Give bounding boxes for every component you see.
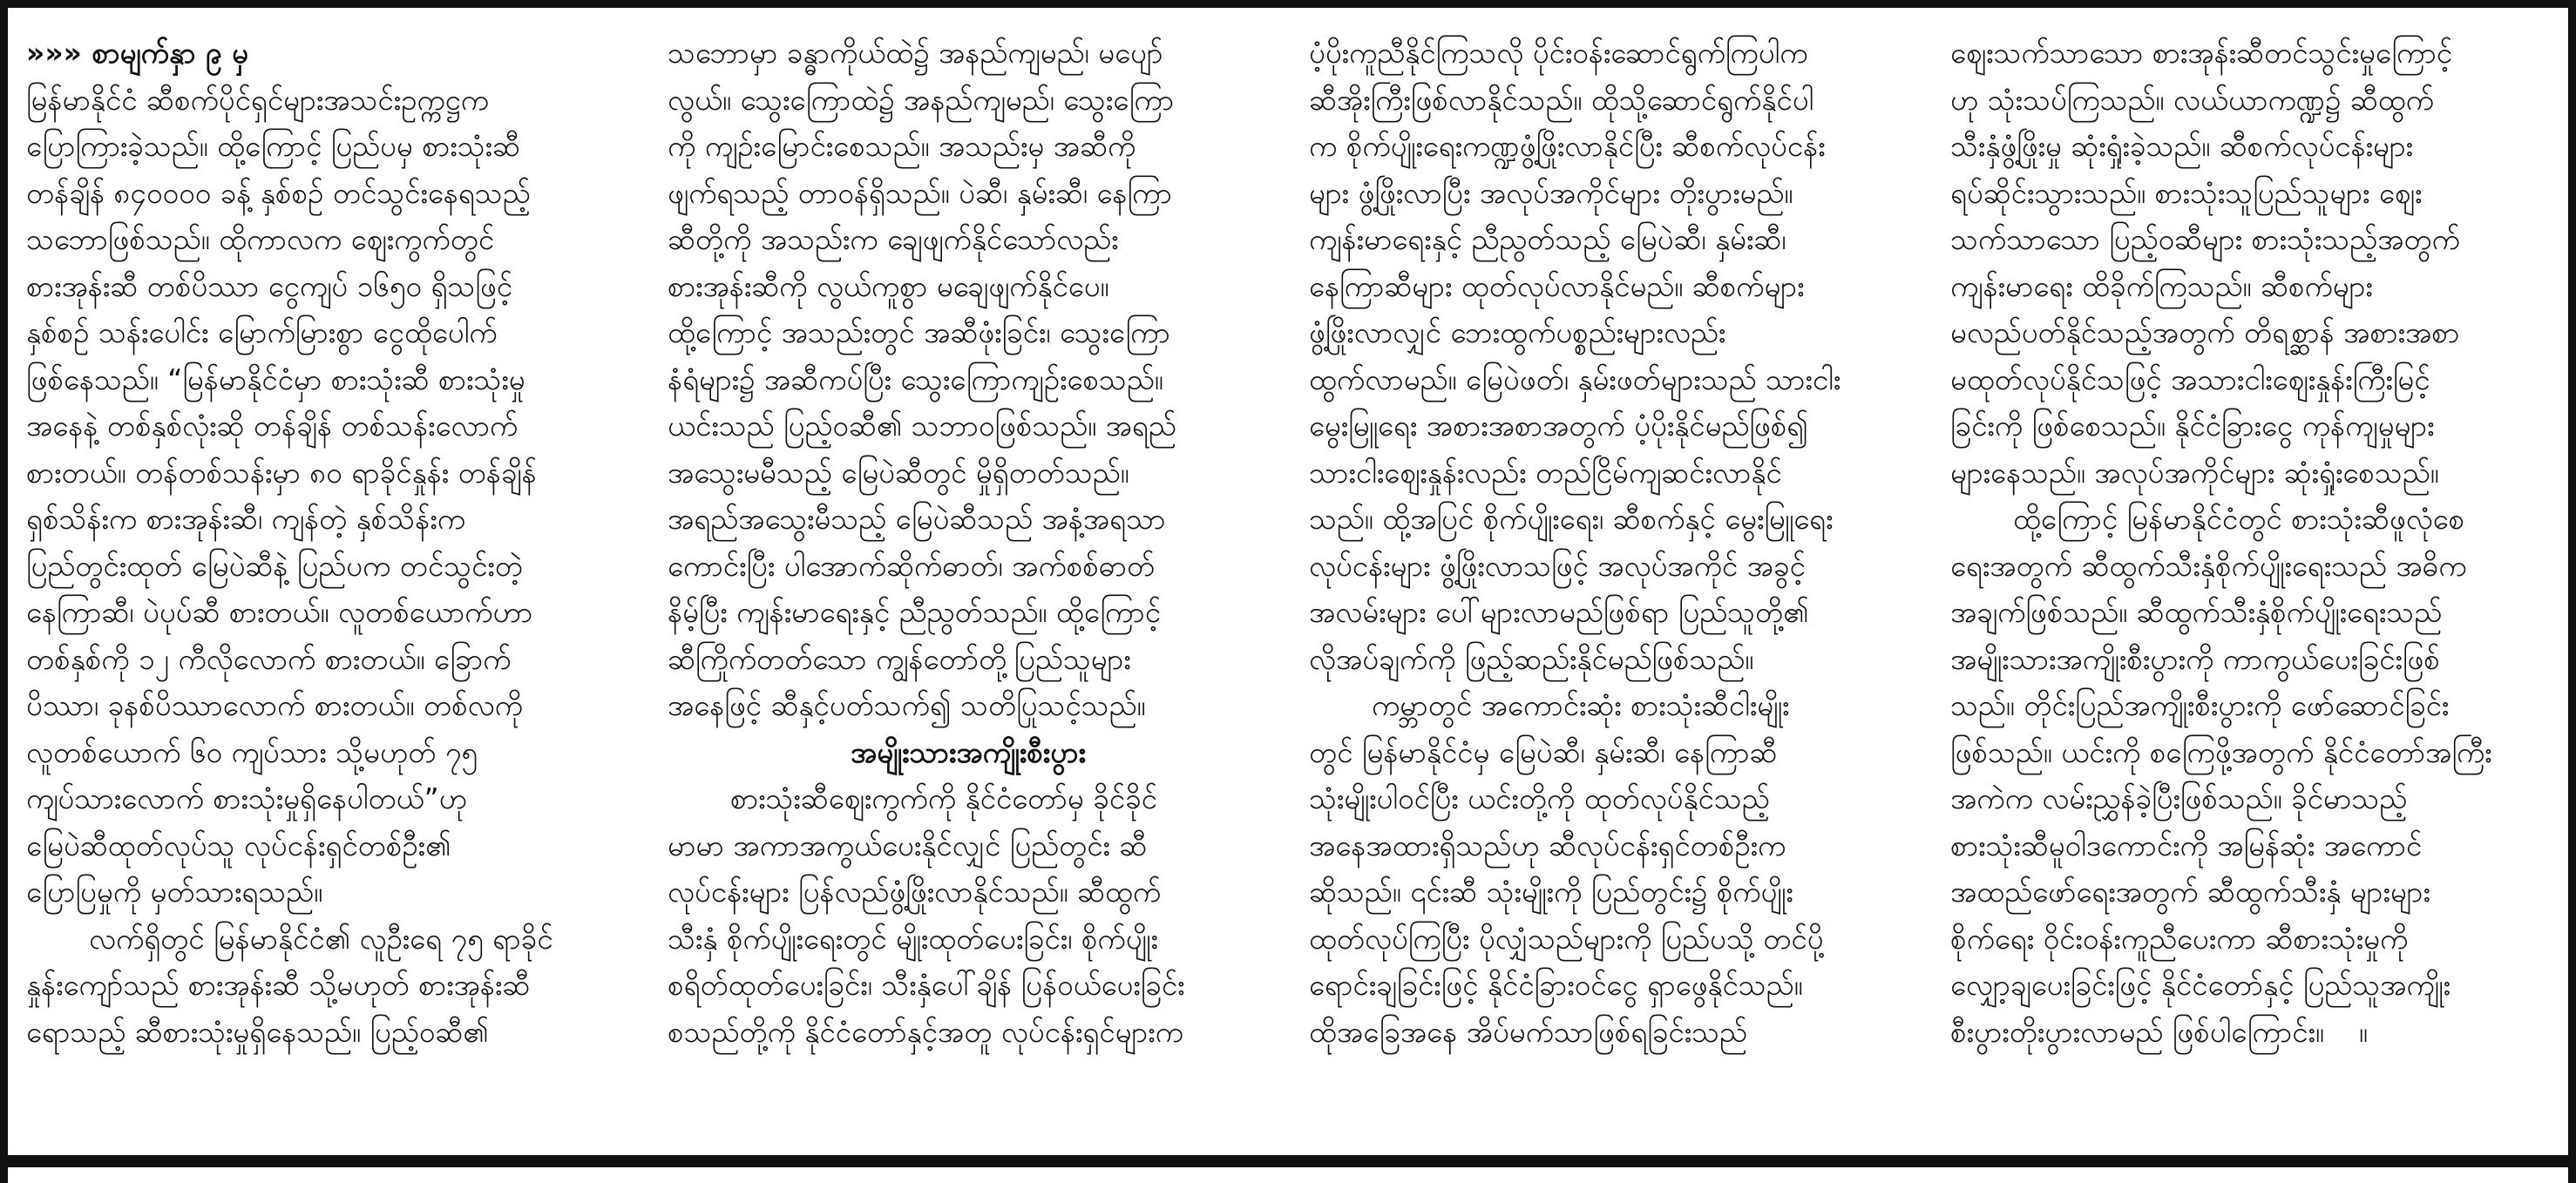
line-text: အနေဖြင့် ဆီနှင့်ပတ်သက်၍ သတိပြုသင့်သည်။ xyxy=(668,688,1146,722)
column-1 xyxy=(26,30,627,1149)
article-line xyxy=(26,1009,627,1056)
article-line xyxy=(26,822,627,869)
line-text: အနေအထားရှိသည်ဟု ဆီလုပ်ငန်းရှင်တစ်ဦးက xyxy=(1309,828,1786,862)
article-line xyxy=(1950,216,2552,263)
article-line xyxy=(26,170,627,217)
article-line xyxy=(668,216,1269,263)
line-text: စားအုန်းဆီကို လွယ်ကူစွာ မချေဖျက်နိုင်ပေ။ xyxy=(668,268,1109,303)
article-line xyxy=(1309,496,1910,543)
article-line xyxy=(1309,216,1910,263)
article-line xyxy=(1309,822,1910,869)
article-line xyxy=(1950,309,2552,356)
line-text: ဖြစ်နေသည်။ “မြန်မာနိုင်ငံမှာ စားသုံးဆီ စားသုံးမှု xyxy=(26,362,525,396)
article-line xyxy=(668,543,1269,590)
article-line xyxy=(1950,450,2552,497)
line-text: ထုတ်လုပ်ကြပြီး ပိုလျှံသည်များကို ပြည်ပသို့ တင်ပို့ xyxy=(1309,921,1824,956)
line-text: အသွေးမမီသည့် မြေပဲဆီတွင် မှိုရှိတတ်သည်။ xyxy=(668,455,1129,490)
line-text: မာမာ အကာအကွယ်ပေးနိုင်လျှင် ပြည်တွင်း ဆီ xyxy=(668,828,1148,862)
line-text: ဟု သုံးသပ်ကြသည်။ လယ်ယာကဏ္ဍ၌ ဆီထွက် xyxy=(1950,82,2434,117)
article-line xyxy=(668,589,1269,636)
line-text: နံရံများ၌ အဆီကပ်ပြီး သွေးကြောကျဉ်းစေသည်။ xyxy=(668,362,1163,396)
article-line xyxy=(668,962,1269,1009)
article-line xyxy=(668,682,1269,729)
line-text: လွယ်။ သွေးကြောထဲ၌ အနည်ကျမည်၊ သွေးကြော xyxy=(668,82,1175,117)
article-line xyxy=(26,402,627,450)
line-text: တန်ချိန် ၈၄၀၀၀၀ ခန့် နှစ်စဉ် တင်သွင်းနေရသည့် xyxy=(26,175,531,210)
line-text: ရောင်းချခြင်းဖြင့် နိုင်ငံခြားဝင်ငွေ ရှာဖွေနိုင်သည်။ xyxy=(1309,968,1803,1002)
article-line xyxy=(1309,77,1910,124)
line-text: သဘောမှာ ခန္ဓာကိုယ်ထဲ၌ အနည်ကျမည်၊ မပျော် xyxy=(668,36,1163,70)
line-text: အလမ်းများ ပေါ်များလာမည်ဖြစ်ရာ ပြည်သူတို့၏ xyxy=(1309,595,1809,629)
line-text: လူတစ်ယောက် ၆၀ ကျပ်သား သို့မဟုတ် ၇၅ xyxy=(26,734,478,769)
article-line xyxy=(668,356,1269,403)
line-text: ရှစ်သိန်းက စားအုန်းဆီ၊ ကျန်တဲ့ နှစ်သိန်းက xyxy=(26,502,466,536)
article-line xyxy=(1950,916,2552,963)
line-text: အထည်ဖော်ရေးအတွက် ဆီထွက်သီးနှံ များများ xyxy=(1950,875,2430,909)
line-text: ကျန်းမာရေး ထိခိုက်ကြသည်။ ဆီစက်များ xyxy=(1950,268,2373,303)
article-line xyxy=(668,263,1269,310)
article-line xyxy=(26,543,627,590)
article-line xyxy=(1950,729,2552,776)
line-text: နေကြာဆီများ ထုတ်လုပ်လာနိုင်မည်။ ဆီစက်များ xyxy=(1309,268,1805,303)
article-line xyxy=(1950,170,2552,217)
line-text: အမျိုးသားအကျိုးစီးပွားကို ကာကွယ်ပေးခြင်းဖြစ် xyxy=(1950,641,2440,676)
article-line xyxy=(1950,589,2552,636)
line-text: များ ဖွံ့ဖြိုးလာပြီး အလုပ်အကိုင်များ တိုးပွားမည်။ xyxy=(1309,175,1793,210)
article-line xyxy=(26,775,627,822)
article-line xyxy=(26,309,627,356)
line-text: စရိတ်ထုတ်ပေးခြင်း၊ သီးနှံပေါ်ချိန် ပြန်ဝယ်ပေးခြင်း xyxy=(668,968,1185,1002)
line-text: သည်။ ထို့အပြင် စိုက်ပျိုးရေး၊ ဆီစက်နှင့် မွေးမြူရေး xyxy=(1309,502,1834,536)
article-line xyxy=(668,450,1269,497)
article-line xyxy=(668,170,1269,217)
article-line xyxy=(1309,402,1910,450)
article-columns xyxy=(26,30,2553,1149)
article-line xyxy=(1950,356,2552,403)
article-line xyxy=(1309,589,1910,636)
column-2 xyxy=(668,30,1269,1149)
article-line xyxy=(668,402,1269,450)
article-line xyxy=(26,77,627,124)
line-text: ယင်းသည် ပြည့်ဝဆီ၏ သဘာဝဖြစ်သည်။ အရည် xyxy=(668,409,1176,443)
line-text: များနေသည်။ အလုပ်အကိုင်များ ဆုံးရှုံးစေသည်။ xyxy=(1950,455,2439,490)
article-line xyxy=(668,775,1269,822)
line-text: မြေပဲဆီထုတ်လုပ်သူ လုပ်ငန်းရှင်တစ်ဦး၏ xyxy=(26,828,451,862)
line-text: ဖြစ်သည်။ ယင်းကို စကြေဖို့အတွက် နိုင်ငံတော်အကြီး xyxy=(1950,734,2492,769)
line-text: စားအုန်းဆီ တစ်ပိဿာ ငွေကျပ် ၁၆၅၀ ရှိသဖြင့် xyxy=(26,268,513,303)
line-text: ကောင်းပြီး ပါအောက်ဆိုက်ဓာတ်၊ အက်စစ်ဓာတ် xyxy=(668,548,1156,583)
line-text: မြန်မာနိုင်ငံ ဆီစက်ပိုင်ရှင်များအသင်းဥက္ကဋ္ဌက xyxy=(26,82,489,117)
line-text: »»» စာမျက်နှာ ၉ မှ xyxy=(26,36,248,70)
article-line xyxy=(1309,775,1910,822)
line-text: ကျန်းမာရေးနှင့် ညီညွတ်သည့် မြေပဲဆီ၊ နှမ်းဆီ၊ xyxy=(1309,222,1786,256)
line-text: သက်သာသော ပြည့်ဝဆီများ စားသုံးသည့်အတွက် xyxy=(1950,222,2460,256)
line-text: လက်ရှိတွင် မြန်မာနိုင်ငံ၏ လူဦးရေ ၇၅ ရာခိုင် xyxy=(89,921,553,956)
line-text: ကမ္ဘာတွင် အကောင်းဆုံး စားသုံးဆီငါးမျိုး xyxy=(1372,688,1790,722)
article-line xyxy=(668,77,1269,124)
line-text: နှုန်းကျော်သည် စားအုန်းဆီ သို့မဟုတ် စားအုန်းဆီ xyxy=(26,968,531,1002)
article-line xyxy=(668,916,1269,963)
line-text: တစ်နှစ်ကို ၁၂ ကီလိုလောက် စားတယ်။ ခြောက် xyxy=(26,641,512,676)
article-line xyxy=(668,123,1269,170)
line-text: ပြောပြမှုကို မှတ်သားရသည်။ xyxy=(26,875,323,909)
section-heading xyxy=(668,729,1269,776)
article-line xyxy=(1950,962,2552,1009)
line-text: ဖွံ့ဖြိုးလာလျှင် ဘေးထွက်ပစ္စည်းများလည်း xyxy=(1309,315,1726,349)
line-text: နှစ်စဉ် သန်းပေါင်း မြောက်မြားစွာ ငွေထိုပေါက် xyxy=(26,315,498,349)
line-text: ရပ်ဆိုင်းသွားသည်။ စားသုံးသူပြည်သူများ ဈေး xyxy=(1950,175,2423,210)
line-text: ဆီအိုးကြီးဖြစ်လာနိုင်သည်။ ထိုသို့ဆောင်ရွက်နိုင်ပါ xyxy=(1309,82,1814,117)
line-text: စီးပွားတိုးပွားလာမည် ဖြစ်ပါကြောင်း။ xyxy=(1950,1014,2324,1049)
line-text: စားသုံးဆီဈေးကွက်ကို နိုင်ငံတော်မှ ခိုင်ခိုင် xyxy=(730,781,1157,815)
bottom-rule xyxy=(0,1155,2576,1167)
article-line xyxy=(1309,309,1910,356)
article-line xyxy=(1950,263,2552,310)
article-line xyxy=(1309,543,1910,590)
line-text: ရောသည့် ဆီစားသုံးမှုရှိနေသည်။ ပြည့်ဝဆီ၏ xyxy=(26,1014,489,1049)
line-text: ထိုအခြေအနေ အိပ်မက်သာဖြစ်ရခြင်းသည် xyxy=(1309,1014,1747,1049)
line-text: စားသုံးဆီမူဝါဒကောင်းကို အမြန်ဆုံး အကောင် xyxy=(1950,828,2423,862)
line-text: ရေးအတွက် ဆီထွက်သီးနှံစိုက်ပျိုးရေးသည် အဓိက xyxy=(1950,548,2467,583)
article-line xyxy=(1950,636,2552,683)
column-3 xyxy=(1309,30,1910,1149)
article-line xyxy=(1309,962,1910,1009)
line-text: နိမ့်ပြီး ကျန်းမာရေးနှင့် ညီညွတ်သည်။ ထို့ကြောင့် xyxy=(668,595,1162,629)
article-line xyxy=(1950,775,2552,822)
article-line xyxy=(26,216,627,263)
article-line xyxy=(668,309,1269,356)
line-text: လုပ်ငန်းများ ဖွံ့ဖြိုးလာသဖြင့် အလုပ်အကိုင် အခွင့် xyxy=(1309,548,1806,583)
article-line xyxy=(668,30,1269,77)
article-line xyxy=(668,496,1269,543)
article-line xyxy=(1950,822,2552,869)
line-text: ကျပ်သားလောက် စားသုံးမှုရှိနေပါတယ်”ဟု xyxy=(26,781,468,815)
line-text: က စိုက်ပျိုးရေးကဏ္ဍဖွံ့ဖြိုးလာနိုင်ပြီး ဆီစက်လုပ်ငန်း xyxy=(1309,129,1826,163)
article-line xyxy=(1950,402,2552,450)
article-line xyxy=(26,123,627,170)
line-text: မထုတ်လုပ်နိုင်သဖြင့် အသားငါးဈေးနှုန်းကြီးမြင့် xyxy=(1950,362,2430,396)
article-line xyxy=(1309,636,1910,683)
line-text: အချက်ဖြစ်သည်။ ဆီထွက်သီးနှံစိုက်ပျိုးရေးသည် xyxy=(1950,595,2443,629)
article-line xyxy=(1309,729,1910,776)
article-line xyxy=(1309,869,1910,916)
article-line xyxy=(1950,1009,2552,1056)
article-line xyxy=(26,496,627,543)
line-text: မလည်ပတ်နိုင်သည့်အတွက် တိရစ္ဆာန် အစားအစာ xyxy=(1950,315,2460,349)
article-line xyxy=(26,636,627,683)
article-line xyxy=(1309,356,1910,403)
article-line xyxy=(1309,682,1910,729)
line-text: အရည်အသွေးမီသည့် မြေပဲဆီသည် အနံ့အရသာ xyxy=(668,502,1166,536)
line-text: လျှော့ချပေးခြင်းဖြင့် နိုင်ငံတော်နှင့် ပြည်သူအကျိုး xyxy=(1950,968,2451,1002)
article-line xyxy=(26,962,627,1009)
article-line xyxy=(668,869,1269,916)
line-text: သီးနှံ စိုက်ပျိုးရေးတွင် မျိုးထုတ်ပေးခြင်း၊ စိုက်ပျိုး xyxy=(668,921,1158,956)
line-text: ဆီတို့ကို အသည်းက ချေဖျက်နိုင်သော်လည်း xyxy=(668,222,1119,256)
line-text: ထို့ကြောင့် အသည်းတွင် အဆီဖုံးခြင်း၊ သွေးကြော xyxy=(668,315,1170,349)
line-text: အမျိုးသားအကျိုးစီးပွား xyxy=(851,734,1086,769)
line-text: ပြည်တွင်းထုတ် မြေပဲဆီနဲ့ ပြည်ပက တင်သွင်းတဲ့ xyxy=(26,548,523,583)
line-text: ပြောကြားခဲ့သည်။ ထို့ကြောင့် ပြည်ပမှ စားသုံးဆီ xyxy=(26,129,520,163)
article-line xyxy=(1950,30,2552,77)
article-line xyxy=(1950,543,2552,590)
line-text: ထို့ကြောင့် မြန်မာနိုင်ငံတွင် စားသုံးဆီဖူလုံစေ xyxy=(2013,502,2465,536)
line-text: သည်။ တိုင်းပြည်အကျိုးစီးပွားကို ဖော်ဆောင်ခြင်း xyxy=(1950,688,2450,722)
article-line xyxy=(1309,450,1910,497)
article-line xyxy=(26,869,627,916)
line-text: နေကြာဆီ၊ ပဲပုပ်ဆီ စားတယ်။ လူတစ်ယောက်ဟာ xyxy=(26,595,533,629)
line-text: သားငါးဈေးနှုန်းလည်း တည်ငြိမ်ကျဆင်းလာနိုင် xyxy=(1309,455,1782,490)
line-text: အနေနဲ့ တစ်နှစ်လုံးဆို တန်ချိန် တစ်သန်းလောက် xyxy=(26,409,519,443)
column-4 xyxy=(1950,30,2552,1149)
line-text: တွင် မြန်မာနိုင်ငံမှ မြေပဲဆီ၊ နှမ်းဆီ၊ နေကြာဆီ xyxy=(1309,734,1778,769)
line-text: ဖျက်ရသည့် တာဝန်ရှိသည်။ ပဲဆီ၊ နှမ်းဆီ၊ နေကြာ xyxy=(668,175,1172,210)
line-text: ဆိုသည်။ ၎င်းဆီ သုံးမျိုးကို ပြည်တွင်း၌ စိုက်ပျိုး xyxy=(1309,875,1793,909)
line-text: ကို ကျဉ်းမြောင်းစေသည်။ အသည်းမှ အဆီကို xyxy=(668,129,1136,163)
article-line xyxy=(1950,123,2552,170)
continuation-label xyxy=(26,30,627,77)
article-line xyxy=(26,450,627,497)
line-text: ဈေးသက်သာသော စားအုန်းဆီတင်သွင်းမှုကြောင့် xyxy=(1950,36,2453,70)
line-text: သုံးမျိုးပါဝင်ပြီး ယင်းတို့ကို ထုတ်လုပ်နိုင်သည့် xyxy=(1309,781,1770,815)
line-text: ခြင်းကို ဖြစ်စေသည်။ နိုင်ငံခြားငွေ ကုန်ကျမှုများ xyxy=(1950,409,2435,443)
article-line xyxy=(1309,263,1910,310)
article-line xyxy=(1309,123,1910,170)
article-line xyxy=(1950,496,2552,543)
line-text: ဆီကြိုက်တတ်သော ကျွန်တော်တို့ပြည်သူများ xyxy=(668,641,1131,676)
article-line xyxy=(668,822,1269,869)
line-text: လိုအပ်ချက်ကို ဖြည့်ဆည်းနိုင်မည်ဖြစ်သည်။ xyxy=(1309,641,1754,676)
article-line xyxy=(26,589,627,636)
article-line xyxy=(668,1009,1269,1056)
article-line xyxy=(1950,77,2552,124)
end-mark: ။ xyxy=(2358,1014,2368,1049)
article-line xyxy=(1309,170,1910,217)
article-line xyxy=(1309,1009,1910,1056)
line-text: သီးနှံဖွံ့ဖြိုးမှု ဆုံးရှုံးခဲ့သည်။ ဆီစက်လုပ်ငန်းများ xyxy=(1950,129,2414,163)
article-line xyxy=(1950,869,2552,916)
line-text: စားတယ်။ တန်တစ်သန်းမှာ ၈၀ ရာခိုင်နှုန်း တန်ချိန် xyxy=(26,455,537,490)
article-line xyxy=(1309,916,1910,963)
article-line xyxy=(1309,30,1910,77)
line-text: သဘောဖြစ်သည်။ ထိုကာလက ဈေးကွက်တွင် xyxy=(26,222,495,256)
line-text: မွေးမြူရေး အစားအစာအတွက် ပံ့ပိုးနိုင်မည်ဖြစ်၍ xyxy=(1309,409,1808,443)
line-text: ပံ့ပိုးကူညီနိုင်ကြသလို ပိုင်းဝန်းဆောင်ရွက်ကြပါက xyxy=(1309,36,1808,70)
article-line xyxy=(26,263,627,310)
article-line xyxy=(26,356,627,403)
article-line xyxy=(668,636,1269,683)
line-text: အကဲက လမ်းညွှန်ခဲ့ပြီးဖြစ်သည်။ ခိုင်မာသည့် xyxy=(1950,781,2408,815)
article-line xyxy=(1950,682,2552,729)
line-text: ပိဿာ၊ ခုနစ်ပိဿာလောက် စားတယ်။ တစ်လကို xyxy=(26,688,523,722)
line-text: စသည်တို့ကို နိုင်ငံတော်နှင့်အတူ လုပ်ငန်းရှင်များက xyxy=(668,1014,1183,1049)
article-line xyxy=(26,729,627,776)
line-text: လုပ်ငန်းများ ပြန်လည်ဖွံ့ဖြိုးလာနိုင်သည်။ ဆီထွက် xyxy=(668,875,1162,909)
line-text: ထွက်လာမည်။ မြေပဲဖတ်၊ နှမ်းဖတ်များသည် သားငါး xyxy=(1309,362,1841,396)
article-line xyxy=(26,682,627,729)
line-text: စိုက်ရေး ဝိုင်းဝန်းကူညီပေးကာ ဆီစားသုံးမှုကို xyxy=(1950,921,2409,956)
article-line xyxy=(26,916,627,963)
